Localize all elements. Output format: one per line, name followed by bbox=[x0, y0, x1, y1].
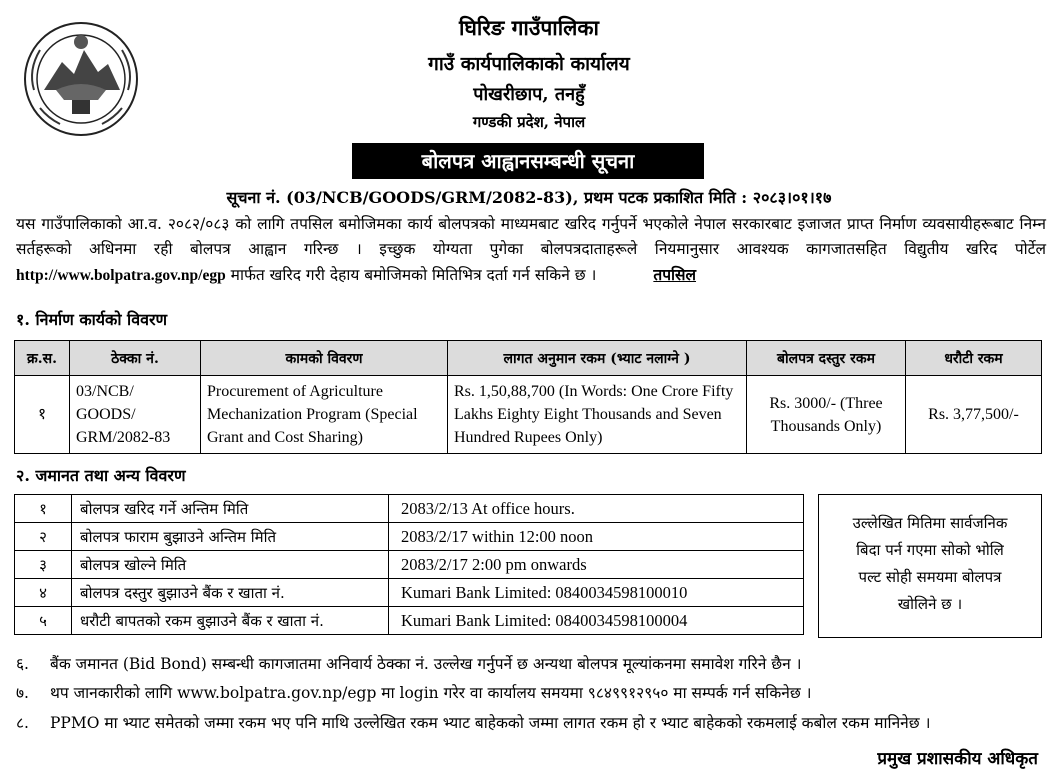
table-row bbox=[15, 495, 804, 523]
row-value: Kumari Bank Limited: 0840034598100010 bbox=[389, 579, 804, 607]
office-name: गाउँ कार्यपालिकाको कार्यालय bbox=[428, 53, 630, 75]
rule-item bbox=[16, 711, 1056, 733]
cell-sn: १ bbox=[15, 376, 70, 454]
rule-number: ६. bbox=[16, 655, 29, 673]
cell-description: Procurement of Agriculture Mechanization Program (Special Grant and Cost Sharing) bbox=[201, 376, 448, 454]
rule-number: ८. bbox=[16, 714, 29, 732]
row-sn: ५ bbox=[15, 607, 72, 635]
table-row bbox=[15, 523, 804, 551]
table-row bbox=[15, 607, 804, 635]
cell-contract-no: 03/NCB/ GOODS/ GRM/2082-83 bbox=[70, 376, 201, 454]
cell-cost-estimate: Rs. 1,50,88,700 (In Words: One Crore Fifty Lakhs Eighty Eight Thousands and Seven Hundred Rupees Only) bbox=[448, 376, 747, 454]
col-cost-estimate: लागत अनुमान रकम (भ्याट नलाग्ने ) bbox=[448, 341, 747, 376]
table-row bbox=[15, 551, 804, 579]
section1-title: १. निर्माण कार्यको विवरण bbox=[16, 310, 168, 329]
rule-item bbox=[16, 681, 1056, 703]
row-sn: २ bbox=[15, 523, 72, 551]
col-bid-fee: बोलपत्र दस्तुर रकम bbox=[747, 341, 906, 376]
cell-bid-fee: Rs. 3000/- (Three Thousands Only) bbox=[747, 376, 906, 454]
table-header-row bbox=[15, 341, 1042, 376]
row-sn: १ bbox=[15, 495, 72, 523]
intro-text-end: मार्फत खरिद गरी देहाय बमोजिमको मितिभित्र दर्ता गर्न सकिने छ । bbox=[230, 266, 597, 284]
row-value: 2083/2/17 2:00 pm onwards bbox=[389, 551, 804, 579]
row-label: बोलपत्र दस्तुर बुझाउने बैंक र खाता नं. bbox=[72, 579, 389, 607]
office-address: पोखरीछाप, तनहुँ bbox=[473, 84, 585, 105]
col-bid-security: धरौटी रकम bbox=[906, 341, 1042, 376]
work-details-table bbox=[14, 340, 1042, 454]
cell-bid-security: Rs. 3,77,500/- bbox=[906, 376, 1042, 454]
rule-text: PPMO मा भ्याट समेतको जम्मा रकम भए पनि माथि उल्लेखित रकम भ्याट बाहेकको जम्मा लागत रकम हो र भ्याट बाहेकको रकमलाई कबोल रकम मानिनेछ । bbox=[50, 714, 931, 732]
holiday-note-line: बिदा पर्न गएमा सोको भोलि bbox=[856, 541, 1004, 559]
holiday-note-box bbox=[818, 494, 1042, 638]
tapsil-heading: तपसिल bbox=[653, 265, 697, 284]
row-value: Kumari Bank Limited: 0840034598100004 bbox=[389, 607, 804, 635]
col-contract-no: ठेक्का नं. bbox=[70, 341, 201, 376]
guarantee-details-table bbox=[14, 494, 804, 635]
intro-paragraph bbox=[16, 212, 1046, 288]
table-row bbox=[15, 376, 1042, 454]
holiday-note-line: उल्लेखित मितिमा सार्वजनिक bbox=[852, 514, 1008, 532]
row-value: 2083/2/13 At office hours. bbox=[389, 495, 804, 523]
intro-text: यस गाउँपालिकाको आ.व. २०८२/०८३ को लागि तपसिल बमोजिमका कार्य बोलपत्रको माध्यमबाट खरिद गर्नुपर्ने भएकोले नेपाल सरकारबाट इजाजत प्राप्त निर्माण व्यवसायीहरूबाट निम्न सर्तहरूको अधिनमा रही बोलपत्र आह्वान गरिन्छ । इच्छुक योग्यता पुगेका बोलपत्रदाताहरूले नियमानुसार आवश्यक कागजातसहित विद्युतीय खरिद पोर्टेल bbox=[16, 215, 1046, 258]
rule-item bbox=[16, 652, 1056, 674]
portal-url: http://www.bolpatra.gov.np/egp bbox=[16, 267, 226, 284]
row-sn: ३ bbox=[15, 551, 72, 579]
notice-reference: सूचना नं. (03/NCB/GOODS/GRM/2082-83), प्रथम पटक प्रकाशित मिति : २०८३।०१।१७ bbox=[226, 188, 832, 207]
row-label: बोलपत्र खोल्ने मिति bbox=[72, 551, 389, 579]
row-value: 2083/2/17 within 12:00 noon bbox=[389, 523, 804, 551]
row-label: बोलपत्र फाराम बुझाउने अन्तिम मिति bbox=[72, 523, 389, 551]
rule-text: थप जानकारीको लागि www.bolpatra.gov.np/egp मा login गरेर वा कार्यालय समयमा ९८४९९१२९५० मा सम्पर्क गर्न सकिनेछ । bbox=[50, 684, 812, 702]
section2-title: २. जमानत तथा अन्य विवरण bbox=[16, 466, 186, 485]
org-name: घिरिङ गाउँपालिका bbox=[459, 15, 599, 40]
holiday-note-line: खोलिने छ । bbox=[897, 595, 963, 613]
row-sn: ४ bbox=[15, 579, 72, 607]
table-row bbox=[15, 579, 804, 607]
row-label: बोलपत्र खरिद गर्ने अन्तिम मिति bbox=[72, 495, 389, 523]
row-label: धरौटी बापतको रकम बुझाउने बैंक र खाता नं. bbox=[72, 607, 389, 635]
rule-number: ७. bbox=[16, 684, 29, 702]
signer-title: प्रमुख प्रशासकीय अधिकृत bbox=[877, 749, 1038, 769]
col-description: कामको विवरण bbox=[201, 341, 448, 376]
notice-title: बोलपत्र आह्वानसम्बन्धी सूचना bbox=[352, 143, 704, 179]
rule-text: बैंक जमानत (Bid Bond) सम्बन्धी कागजातमा अनिवार्य ठेक्का नं. उल्लेख गर्नुपर्ने छ अन्यथा बोलपत्र मूल्यांकनमा समावेश गरिने छैन । bbox=[50, 655, 802, 673]
province-name: गण्डकी प्रदेश, नेपाल bbox=[472, 113, 586, 131]
col-sn: क्र.स. bbox=[15, 341, 70, 376]
holiday-note-line: पल्ट सोही समयमा बोलपत्र bbox=[858, 568, 1002, 586]
